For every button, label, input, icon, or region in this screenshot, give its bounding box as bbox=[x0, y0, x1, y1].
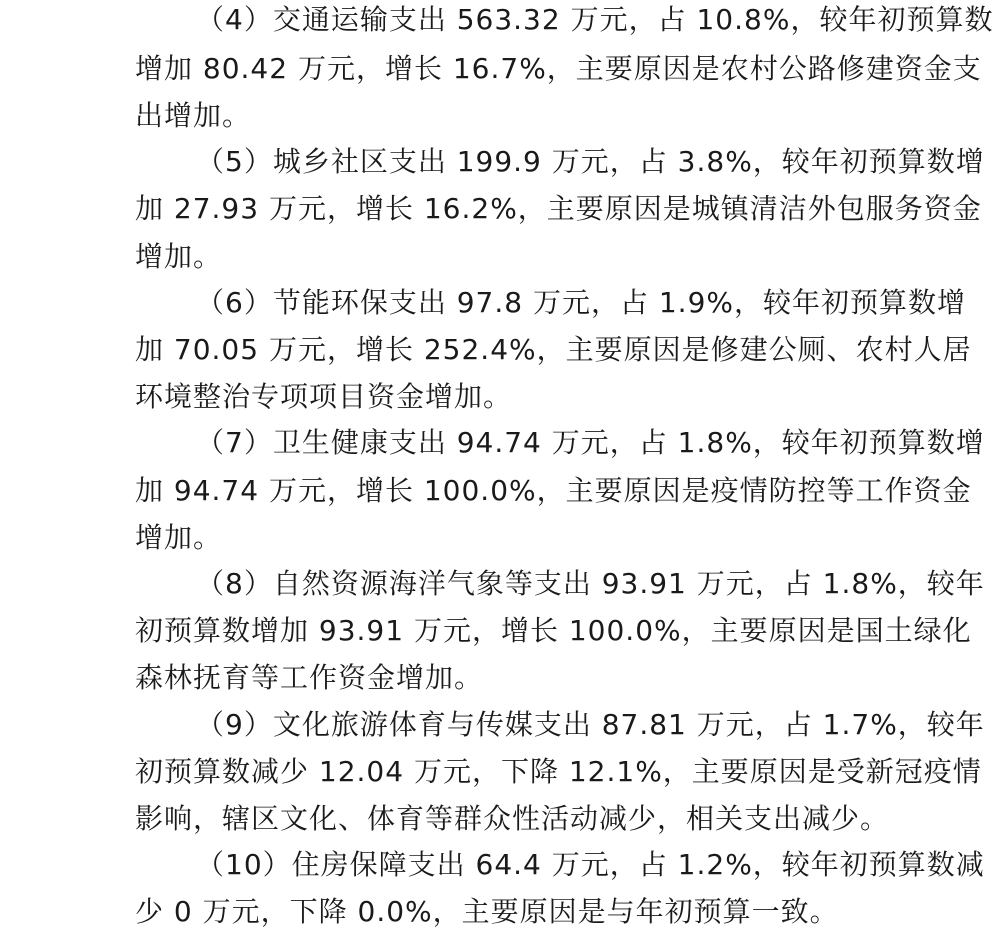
paragraph-line: 初预算数增加 93.91 万元，增长 100.0%，主要原因是国土绿化 bbox=[135, 614, 972, 647]
paragraph-line: （6）节能环保支出 97.8 万元，占 1.9%，较年初预算数增 bbox=[196, 286, 966, 319]
paragraph-line: 出增加。 bbox=[135, 99, 252, 132]
paragraph-line: （7）卫生健康支出 94.74 万元，占 1.8%，较年初预算数增 bbox=[196, 426, 985, 459]
paragraph-line: 增加。 bbox=[135, 240, 223, 273]
paragraph-line: 增加。 bbox=[135, 521, 223, 554]
paragraph-line: 影响，辖区文化、体育等群众性活动减少，相关支出减少。 bbox=[135, 802, 890, 835]
paragraph-line: 加 70.05 万元，增长 252.4%，主要原因是修建公厕、农村人居 bbox=[135, 333, 972, 366]
paragraph-line: （4）交通运输支出 563.32 万元，占 10.8%，较年初预算数 bbox=[196, 3, 994, 36]
paragraph-line: （9）文化旅游体育与传媒支出 87.81 万元，占 1.7%，较年 bbox=[196, 708, 985, 741]
paragraph-line: （5）城乡社区支出 199.9 万元，占 3.8%，较年初预算数增 bbox=[196, 145, 985, 178]
paragraph-line: 初预算数减少 12.04 万元，下降 12.1%，主要原因是受新冠疫情 bbox=[135, 755, 982, 788]
paragraph-line: 增加 80.42 万元，增长 16.7%，主要原因是农村公路修建资金支 bbox=[135, 52, 982, 85]
paragraph-line: 环境整治专项项目资金增加。 bbox=[135, 380, 513, 413]
paragraph-line: 加 27.93 万元，增长 16.2%，主要原因是城镇清洁外包服务资金 bbox=[135, 192, 982, 225]
paragraph-line: 森林抚育等工作资金增加。 bbox=[135, 661, 484, 694]
paragraph-line: （10）住房保障支出 64.4 万元，占 1.2%，较年初预算数减 bbox=[196, 848, 985, 881]
paragraph-line: 少 0 万元，下降 0.0%，主要原因是与年初预算一致。 bbox=[135, 895, 839, 928]
paragraph-line: （8）自然资源海洋气象等支出 93.91 万元，占 1.8%，较年 bbox=[196, 567, 985, 600]
paragraph-line: 加 94.74 万元，增长 100.0%，主要原因是疫情防控等工作资金 bbox=[135, 474, 972, 507]
